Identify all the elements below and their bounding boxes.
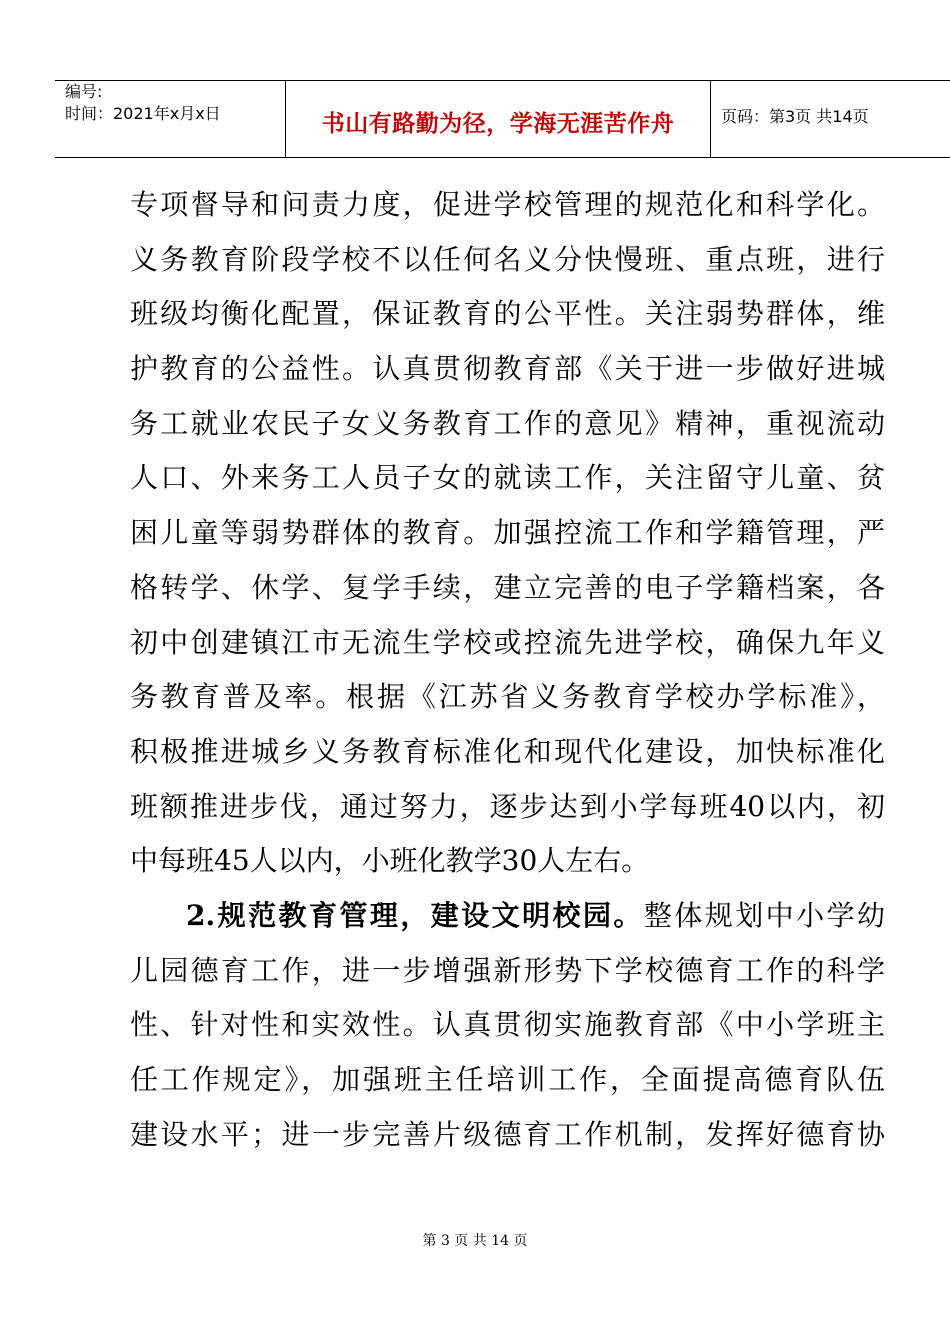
body-line: 务教育普及率。根据《江苏省义务教育学校办学标准》， bbox=[130, 680, 885, 714]
document-body bbox=[130, 178, 885, 1162]
header-motto-cell bbox=[285, 81, 711, 157]
motto-text: 书山有路勤为径，学海无涯苦作舟 bbox=[321, 111, 675, 137]
page-footer: 第 3 页 共 14 页 bbox=[422, 1233, 528, 1249]
body-line: 建设水平；进一步完善片级德育工作机制，发挥好德育协 bbox=[130, 1117, 885, 1151]
body-line: 初中创建镇江市无流生学校或控流先进学校，确保九年义 bbox=[130, 625, 885, 659]
page-info-text: 页码：第3页 共14页 bbox=[721, 107, 869, 126]
body-line: 护教育的公益性。认真贯彻教育部《关于进一步做好进城 bbox=[130, 352, 885, 386]
body-line: 班级均衡化配置，保证教育的公平性。关注弱势群体，维 bbox=[130, 297, 885, 331]
body-line: 积极推进城乡义务教育标准化和现代化建设，加快标准化 bbox=[130, 734, 885, 768]
body-line: 中每班45人以内，小班化教学30人左右。 bbox=[130, 844, 650, 878]
header-meta-cell bbox=[55, 81, 285, 157]
section-heading-rest: 整体规划中小学幼 bbox=[643, 898, 885, 932]
header-table bbox=[55, 80, 950, 158]
body-line: 性、针对性和实效性。认真贯彻实施教育部《中小学班主 bbox=[130, 1008, 885, 1042]
body-line: 班额推进步伐，通过努力，逐步达到小学每班40以内，初 bbox=[130, 789, 885, 823]
section-heading: 2.规范教育管理，建设文明校园。 bbox=[186, 898, 644, 932]
body-line: 专项督导和问责力度，促进学校管理的规范化和科学化。 bbox=[130, 188, 885, 221]
document-time-label: 时间：2021年x月x日 bbox=[65, 104, 221, 123]
body-line: 任工作规定》，加强班主任培训工作，全面提高德育队伍 bbox=[130, 1063, 885, 1096]
section-heading-line bbox=[130, 889, 885, 944]
body-line: 人口、外来务工人员子女的就读工作，关注留守儿童、贫 bbox=[130, 461, 885, 495]
document-number-label: 编号: bbox=[65, 82, 103, 101]
body-line: 儿园德育工作，进一步增强新形势下学校德育工作的科学 bbox=[130, 953, 885, 987]
body-line: 义务教育阶段学校不以任何名义分快慢班、重点班，进行 bbox=[130, 242, 885, 276]
body-line: 务工就业农民子女义务教育工作的意见》精神，重视流动 bbox=[130, 406, 885, 440]
body-line: 格转学、休学、复学手续，建立完善的电子学籍档案，各 bbox=[130, 570, 885, 604]
header-page-cell bbox=[711, 81, 950, 157]
body-line: 困儿童等弱势群体的教育。加强控流工作和学籍管理，严 bbox=[130, 516, 885, 550]
